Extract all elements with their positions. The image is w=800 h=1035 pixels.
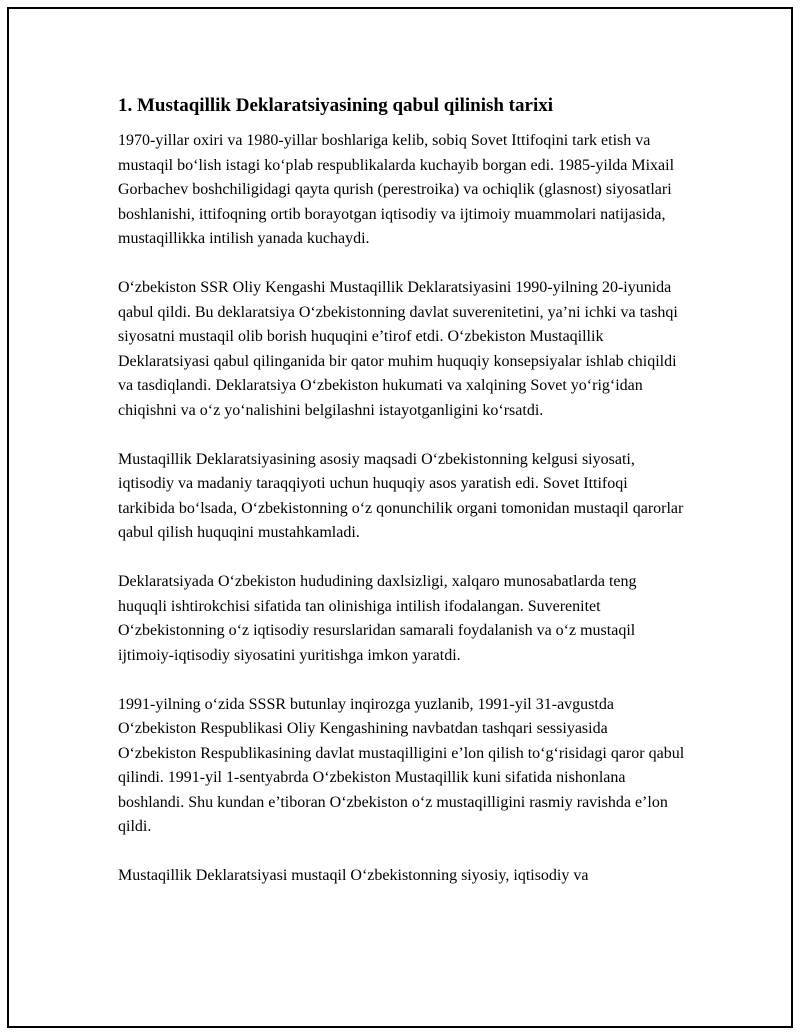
section-heading: 1. Mustaqillik Deklaratsiyasining qabul qilinish tarixi: [118, 95, 553, 116]
paragraph-6: Mustaqillik Deklaratsiyasi mustaqil O‘zbekistonning siyosiy, iqtisodiy va: [118, 867, 589, 884]
paragraph-1: 1970-yillar oxiri va 1980-yillar boshlariga kelib, sobiq Sovet Ittifoqini tark etish va mustaqil bo‘lish istagi ko‘plab respublikalarda kuchayib borgan edi. 1985-yilda Mixail Gorbachev boshchiligidagi qayta qurish (perestroika) va ochiqlik (glasnost) siyosatlari boshlanishi, ittifoqning ortib borayotgan iqtisodiy va ijtimoiy muammolari natijasida, mustaqillikka intilish yanada kuchaydi.: [118, 132, 675, 247]
paragraph-4: Deklaratsiyada O‘zbekiston hududining daxlsizligi, xalqaro munosabatlarda teng huquqli ishtirokchisi sifatida tan olinishiga intilish ifodalangan. Suverenitet O‘zbekistonning o‘z iqtisodiy resurslaridan samarali foydalanish va o‘z mustaqil ijtimoiy-iqtisodiy siyosatini yuritishga imkon yaratdi.: [118, 573, 637, 664]
paragraph-2: O‘zbekiston SSR Oliy Kengashi Mustaqillik Deklaratsiyasini 1990-yilning 20-iyunida qabul qildi. Bu deklaratsiya O‘zbekistonning davlat suverenitetini, ya’ni ichki va tashqi siyosatni mustaqil olib borish huquqini e’tirof etdi. O‘zbekiston Mustaqillik Deklaratsiyasi qabul qilinganida bir qator muhim huquqiy konsepsiyalar ishlab chiqildi va tasdiqlandi. Deklaratsiya O‘zbekiston hukumati va xalqining Sovet yo‘rig‘idan chiqishni va o‘z yo‘nalishini belgilashni istayotganligini ko‘rsatdi.: [118, 279, 678, 419]
paragraph-3: Mustaqillik Deklaratsiyasining asosiy maqsadi O‘zbekistonning kelgusi siyosati, iqtisodiy va madaniy taraqqiyoti uchun huquqiy asos yaratish edi. Sovet Ittifoqi tarkibida bo‘lsada, O‘zbekistonning o‘z qonunchilik organi tomonidan mustaqil qarorlar qabul qilish huquqini mustahkamladi.: [118, 450, 684, 541]
document-body: [118, 93, 688, 913]
paragraph-5: 1991-yilning o‘zida SSSR butunlay inqirozga yuzlanib, 1991-yil 31-avgustda O‘zbekiston Respublikasi Oliy Kengashining navbatdan tashqari sessiyasida O‘zbekiston Respublikasining davlat mustaqilligini e’lon qilish to‘g‘risidagi qaror qabul qilindi. 1991-yil 1-sentyabrda O‘zbekiston Mustaqillik kuni sifatida nishonlana boshlandi. Shu kundan e’tiboran O‘zbekiston o‘z mustaqilligini rasmiy ravishda e’lon qildi.: [118, 695, 685, 835]
